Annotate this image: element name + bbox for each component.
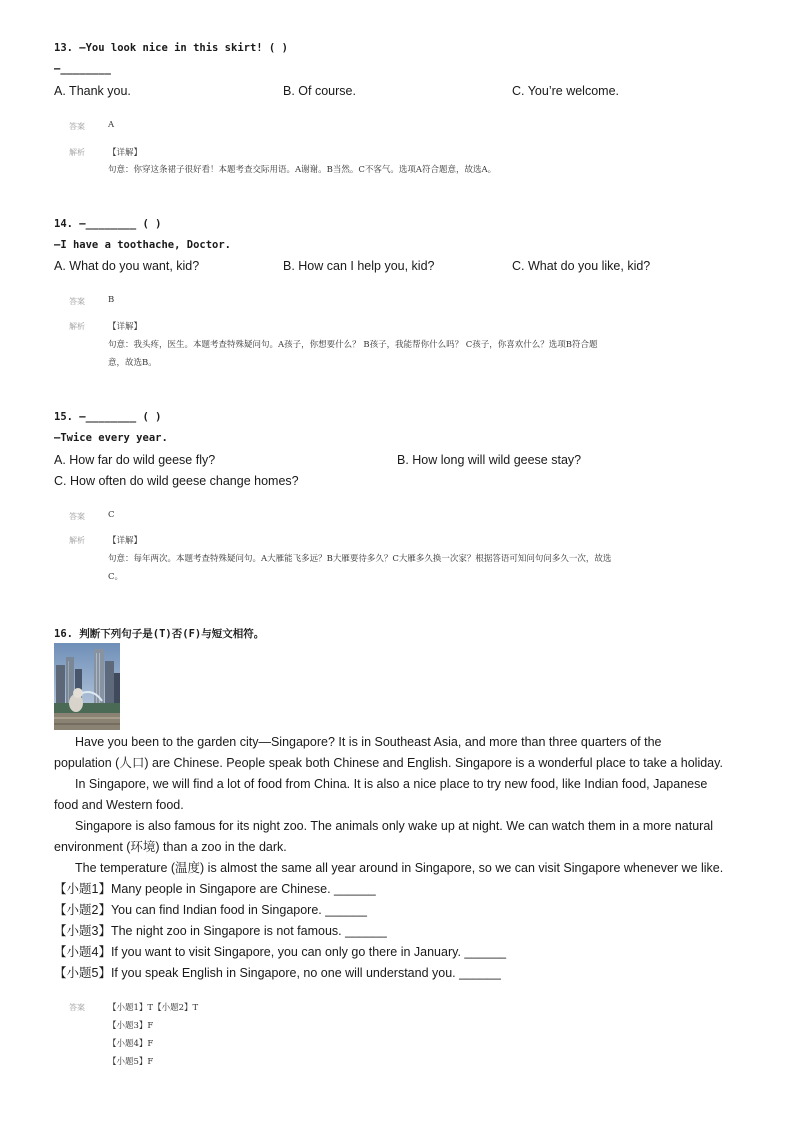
q16-para4-line1: The temperature (温度) is almost the same all year around in Singapore, so we can visit Singapore whenever we like. [75, 861, 724, 875]
q13-detail: 句意：你穿这条裙子很好看！本题考查交际用语。A谢谢。B当然。C不客气。选项A符合题意，故选A。 [108, 165, 497, 175]
q16-answer-3: 【小题3】F [108, 1021, 154, 1031]
q15-answer: C [108, 510, 115, 520]
q16-answer-label: 答案 [69, 1003, 85, 1012]
q16-answer-5: 【小题5】F [108, 1057, 154, 1067]
q15-option-c: C. How often do wild geese change homes? [54, 474, 299, 488]
q16-item-4: 【小题4】If you want to visit Singapore, you can only go there in January. ______ [54, 945, 507, 959]
q14-detail-title: 【详解】 [108, 322, 143, 332]
q16-para1-line2: population (人口) are Chinese. People speak both Chinese and English. Singapore is a wonderful place to take a holiday. [54, 756, 723, 770]
q13-answer: A [108, 120, 115, 130]
q16-para3-line1: Singapore is also famous for its night zoo. The animals only wake up at night. We can watch them in a more natural [75, 819, 714, 833]
q13-analysis-label: 解析 [69, 148, 85, 157]
q13-option-b: B. Of course. [283, 84, 356, 98]
q15-option-a: A. How far do wild geese fly? [54, 453, 216, 467]
q13-line2: —________ [54, 63, 111, 75]
q15-option-b: B. How long will wild geese stay? [397, 453, 582, 467]
q16-item-3: 【小题3】The night zoo in Singapore is not famous. ______ [54, 924, 387, 938]
q14-line2: —I have a toothache, Doctor. [54, 239, 232, 251]
q16-para2-line1: In Singapore, we will find a lot of food from China. It is also a nice place to try new food, like Indian food, Japanese [75, 777, 708, 791]
q14-option-c: C. What do you like, kid? [512, 259, 651, 273]
q13-answer-label: 答案 [69, 122, 85, 131]
q16-para2-line2: food and Western food. [54, 798, 184, 812]
q15-analysis-label: 解析 [69, 536, 85, 545]
q16-para3-line2: environment (环境) than a zoo in the dark. [54, 840, 287, 854]
q16-para1-line1: Have you been to the garden city—Singapore? It is in Southeast Asia, and more than three quarters of the [75, 735, 662, 749]
q16-item-5: 【小题5】If you speak English in Singapore, no one will understand you. ______ [54, 966, 501, 980]
q13-stem: 13. —You look nice in this skirt! ( ) [54, 42, 288, 54]
q14-answer: B [108, 295, 115, 305]
q14-answer-label: 答案 [69, 297, 85, 306]
q15-line2: —Twice every year. [54, 432, 168, 444]
q14-stem: 14. —________ ( ) [54, 218, 162, 230]
q14-option-a: A. What do you want, kid? [54, 259, 200, 273]
q13-detail-title: 【详解】 [108, 148, 143, 158]
q16-item-1: 【小题1】Many people in Singapore are Chinese. ______ [54, 882, 376, 896]
q13-option-a: A. Thank you. [54, 84, 131, 98]
q15-detail-title: 【详解】 [108, 536, 143, 546]
q15-stem: 15. —________ ( ) [54, 411, 162, 423]
q15-answer-label: 答案 [69, 512, 85, 521]
q14-detail-line1: 句意：我头疼，医生。本题考查特殊疑问句。A孩子，你想要什么？ B孩子，我能帮你什么吗？ C孩子，你喜欢什么？选项B符合题 [108, 340, 598, 350]
q15-detail-line2: C。 [108, 572, 124, 582]
q16-answer-1: 【小题1】T【小题2】T [108, 1003, 199, 1013]
q16-answer-4: 【小题4】F [108, 1039, 154, 1049]
q14-option-b: B. How can I help you, kid? [283, 259, 435, 273]
q14-detail-line2: 意，故选B。 [108, 358, 157, 368]
q16-item-2: 【小题2】You can find Indian food in Singapore. ______ [54, 903, 367, 917]
q16-stem: 16. 判断下列句子是(T)否(F)与短文相符。 [54, 628, 265, 640]
singapore-merlion-photo [54, 643, 120, 730]
q14-analysis-label: 解析 [69, 322, 85, 331]
q15-detail-line1: 句意：每年两次。本题考查特殊疑问句。A大雁能飞多远？B大雁要待多久？C大雁多久换一次家？根据答语可知问句问多久一次，故选 [108, 554, 612, 564]
q13-option-c: C. You’re welcome. [512, 84, 620, 98]
